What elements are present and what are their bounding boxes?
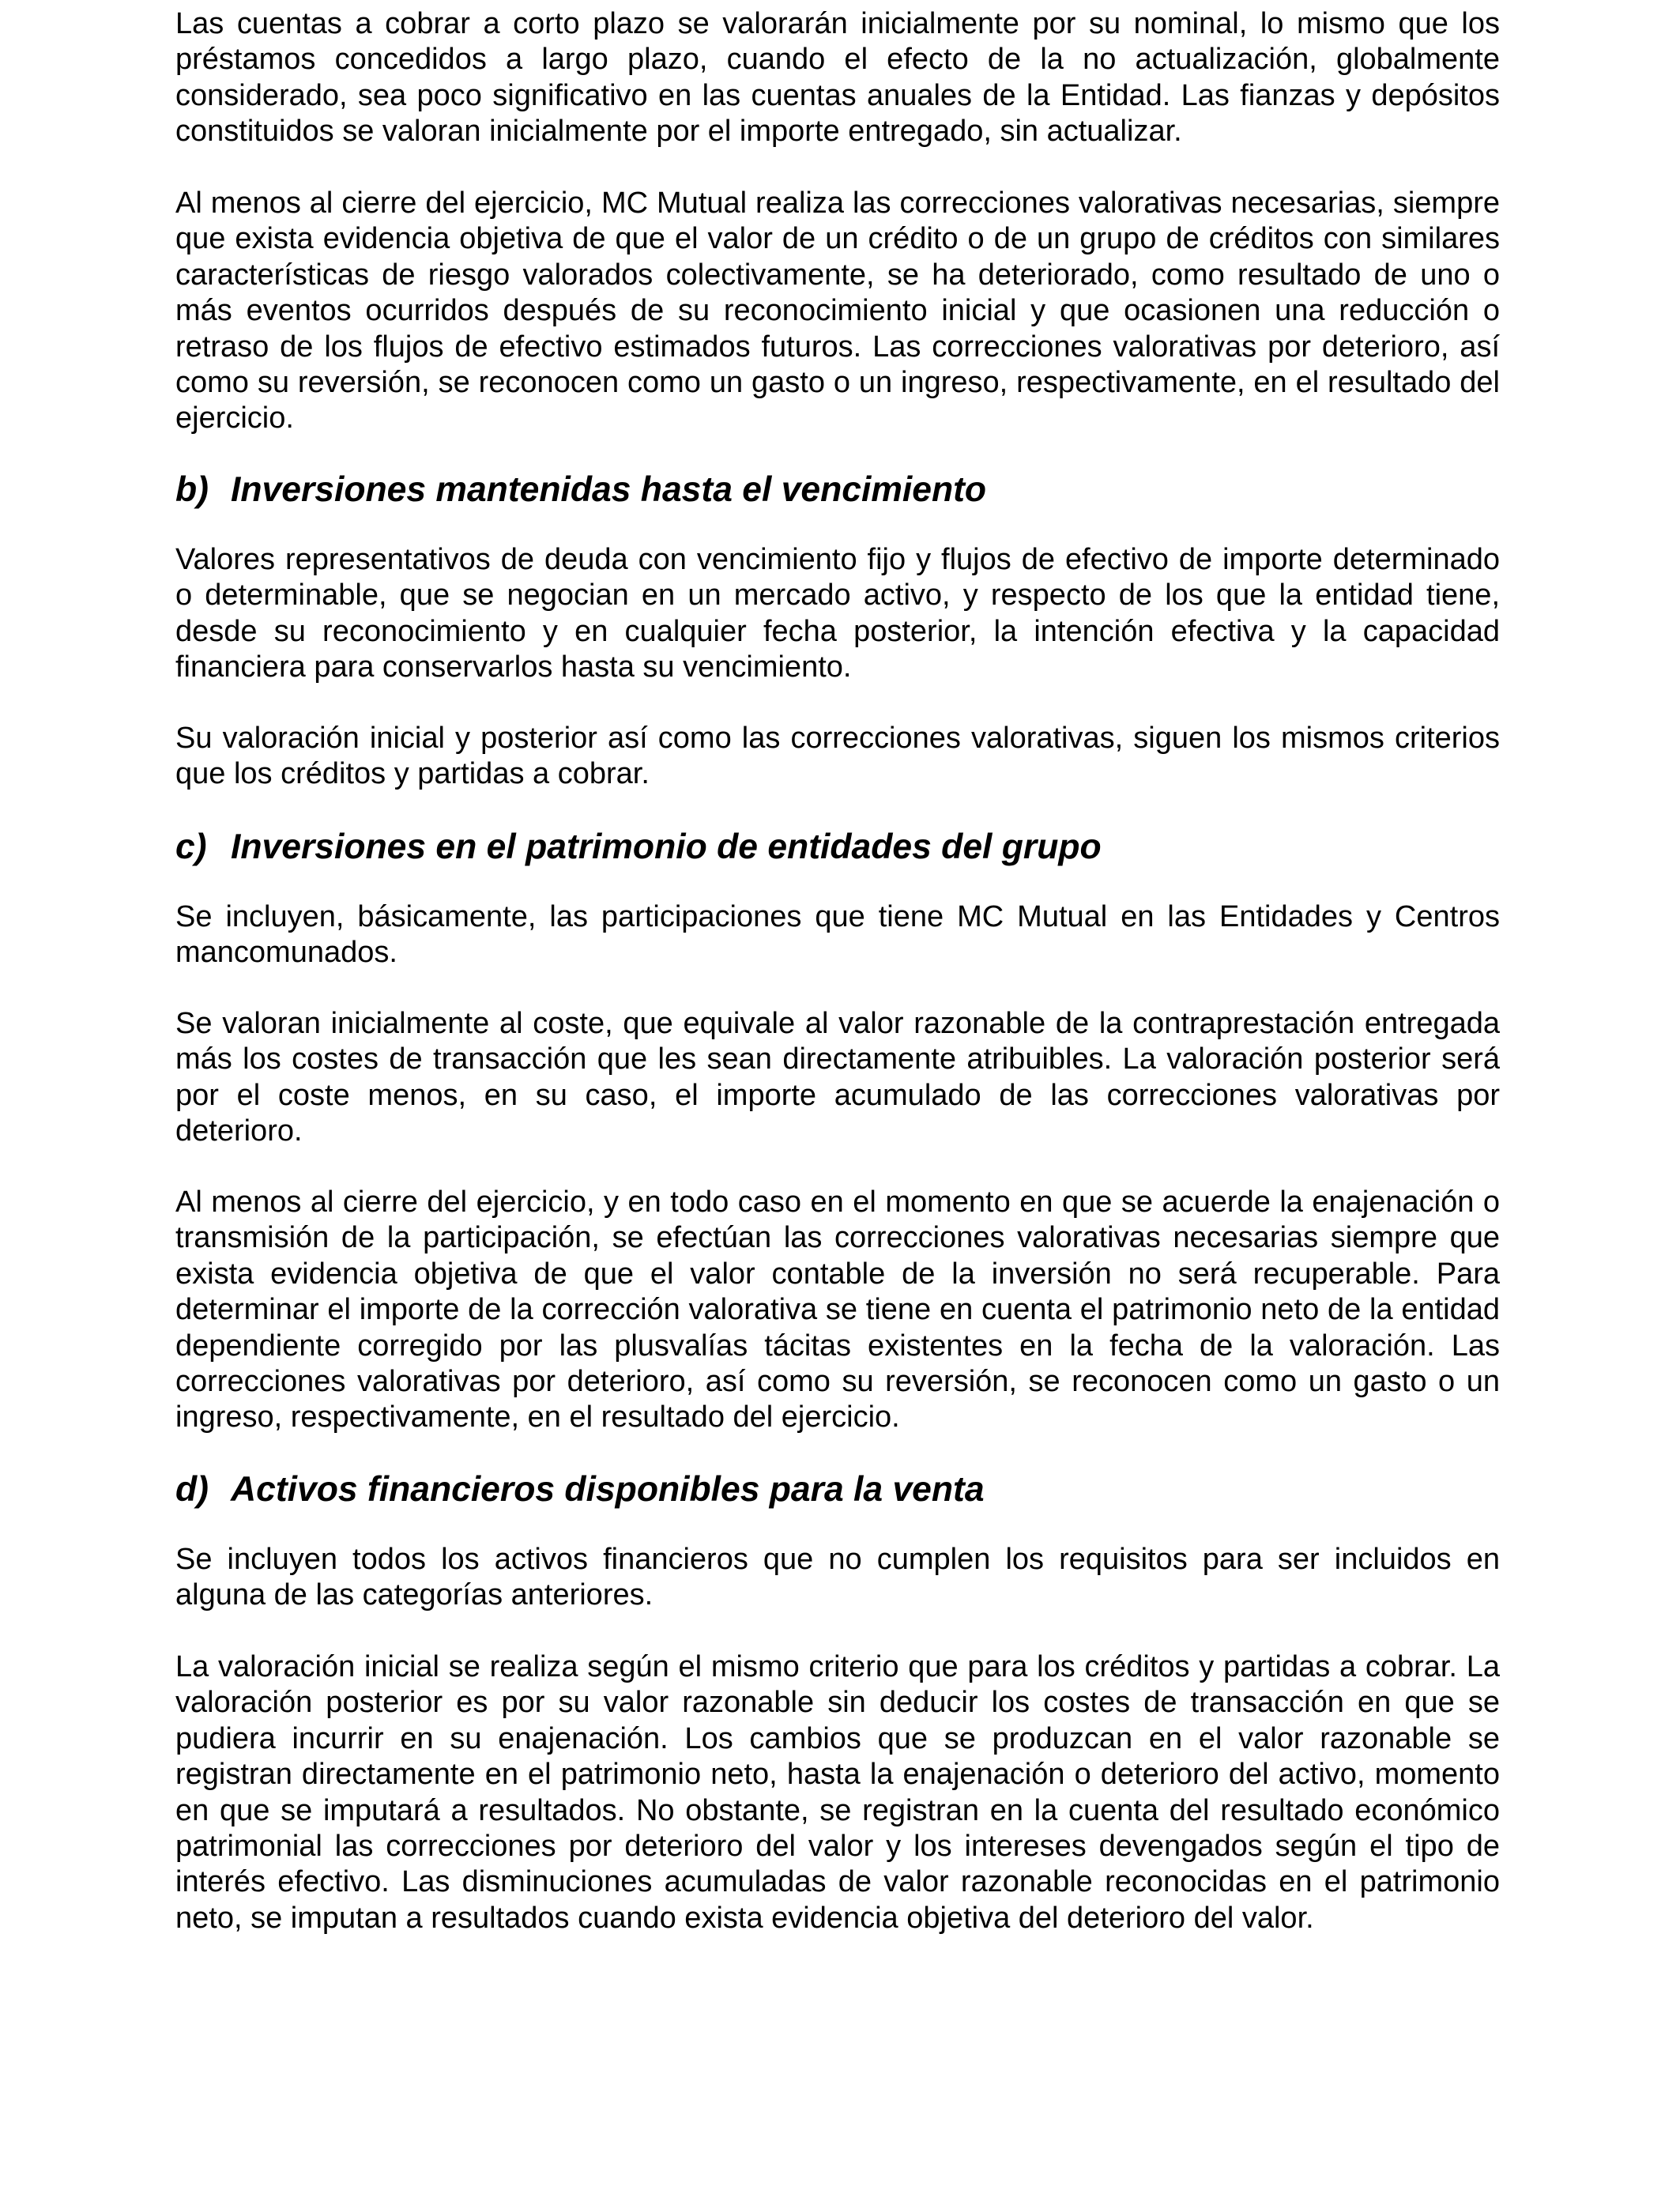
heading-title: Activos financieros disponibles para la venta [231, 1470, 985, 1509]
paragraph-held-to-maturity-valuation: Su valoración inicial y posterior así como las correcciones valorativas, siguen los mismos criterios que los créditos y partidas a cobrar. [175, 722, 1500, 791]
paragraph-group-equity-valuation: Se valoran inicialmente al coste, que equivale al valor razonable de la contraprestación entregada más los costes de transacción que les sean directamente atribuibles. La valoración posterior será por el coste menos, en su caso, el importe acumulado de las correcciones valorativas por deterioro. [175, 1007, 1500, 1148]
heading-available-for-sale [175, 1472, 1500, 1507]
heading-title: Inversiones en el patrimonio de entidades del grupo [231, 827, 1102, 866]
paragraph-group-equity-impairment: Al menos al cierre del ejercicio, y en todo caso en el momento en que se acuerde la enajenación o transmisión de la participación, se efectúan las correcciones valorativas necesarias siempre que exista evidencia objetiva de que el valor contable de la inversión no será recuperable. Para determinar el importe de la corrección valorativa se tiene en cuenta el patrimonio neto de la entidad dependiente corregido por las plusvalías tácitas existentes en la fecha de la valoración. Las correcciones valorativas por deterioro, así como su reversión, se reconocen como un gasto o un ingreso, respectivamente, en el resultado del ejercicio. [175, 1186, 1500, 1434]
paragraph-available-for-sale-scope: Se incluyen todos los activos financieros que no cumplen los requisitos para ser incluidos en alguna de las categorías anteriores. [175, 1543, 1500, 1612]
heading-group-equity [175, 829, 1500, 865]
heading-letter: c) [175, 827, 207, 866]
heading-letter: b) [175, 470, 209, 509]
heading-letter: d) [175, 1470, 209, 1509]
heading-held-to-maturity [175, 472, 1500, 507]
paragraph-impairment-credits: Al menos al cierre del ejercicio, MC Mutual realiza las correcciones valorativas necesarias, siempre que exista evidencia objetiva de que el valor de un crédito o de un grupo de créditos con similares características de riesgo valorados colectivamente, se ha deteriorado, como resultado de uno o más eventos ocurridos después de su reconocimiento inicial y que ocasionen una reducción o retraso de los flujos de efectivo estimados futuros. Las correcciones valorativas por deterioro, así como su reversión, se reconocen como un gasto o un ingreso, respectivamente, en el resultado del ejercicio. [175, 187, 1500, 435]
paragraph-group-equity-scope: Se incluyen, básicamente, las participaciones que tiene MC Mutual en las Entidades y Centros mancomunados. [175, 900, 1500, 970]
paragraph-held-to-maturity-definition: Valores representativos de deuda con vencimiento fijo y flujos de efectivo de importe determinado o determinable, que se negocian en un mercado activo, y respecto de los que la entidad tiene, desde su reconocimiento y en cualquier fecha posterior, la intención efectiva y la capacidad financiera para conservarlos hasta su vencimiento. [175, 543, 1500, 684]
paragraph-short-term-receivables: Las cuentas a cobrar a corto plazo se valorarán inicialmente por su nominal, lo mismo que los préstamos concedidos a largo plazo, cuando el efecto de la no actualización, globalmente considerado, sea poco significativo en las cuentas anuales de la Entidad. Las fianzas y depósitos constituidos se valoran inicialmente por el importe entregado, sin actualizar. [175, 7, 1500, 149]
paragraph-available-for-sale-valuation: La valoración inicial se realiza según el mismo criterio que para los créditos y partidas a cobrar. La valoración posterior es por su valor razonable sin deducir los costes de transacción en que se pudiera incurrir en su enajenación. Los cambios que se produzcan en el valor razonable se registran directamente en el patrimonio neto, hasta la enajenación o deterioro del activo, momento en que se imputará a resultados. No obstante, se registran en la cuenta del resultado económico patrimonial las correcciones por deterioro del valor y los intereses devengados según el tipo de interés efectivo. Las disminuciones acumuladas de valor razonable reconocidas en el patrimonio neto, se imputan a resultados cuando exista evidencia objetiva del deterioro del valor. [175, 1650, 1500, 1935]
heading-title: Inversiones mantenidas hasta el vencimiento [231, 470, 987, 509]
